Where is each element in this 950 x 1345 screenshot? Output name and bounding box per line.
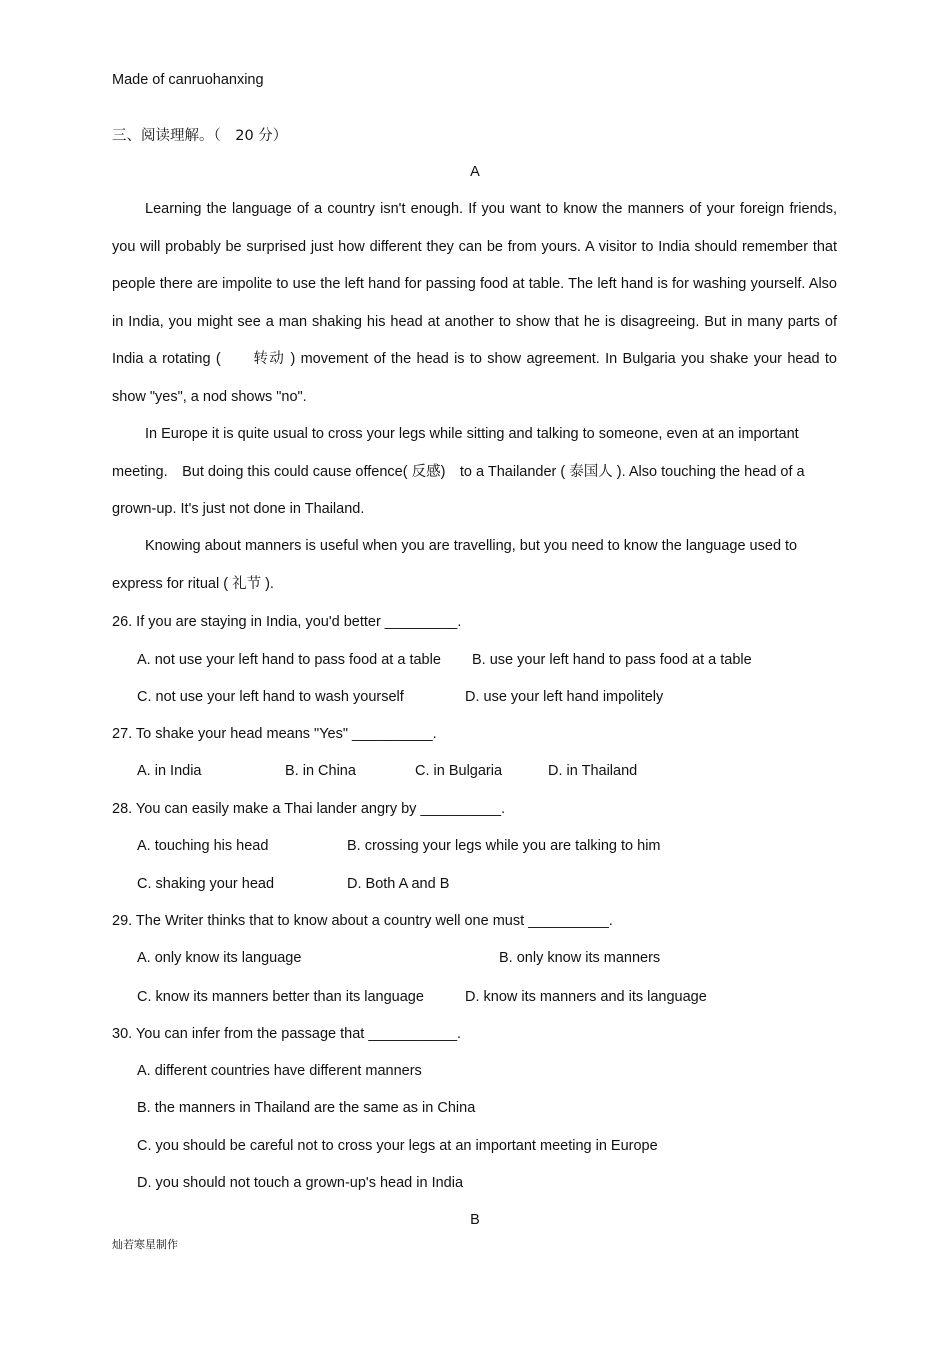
question-26-option-b: B. use your left hand to pass food at a table	[472, 652, 752, 668]
question-27-option-c: C. in Bulgaria	[415, 763, 503, 779]
question-27-option-a: A. in India	[137, 763, 202, 779]
passage-a-paragraph-2: In Europe it is quite usual to cross your legs while sitting and talking to someone, even at an important meeting. But doing this could cause offence( 反感) to a Thailander ( 泰国人 ). Also touching the head of a grown-up. It's just not done in Thailand.	[112, 426, 805, 517]
question-28-option-b: B. crossing your legs while you are talking to him	[347, 838, 661, 854]
question-30-option-b: B. the manners in Thailand are the same as in China	[137, 1100, 476, 1116]
question-27-stem: 27. To shake your head means "Yes" __________.	[112, 726, 437, 742]
question-30-option-c: C. you should be careful not to cross your legs at an important meeting in Europe	[137, 1138, 658, 1154]
question-27-option-b: B. in China	[285, 763, 356, 779]
question-28-option-d: D. Both A and B	[347, 876, 450, 892]
passage-a-label: A	[470, 164, 480, 180]
question-29-option-b: B. only know its manners	[499, 950, 661, 966]
question-26-option-c: C. not use your left hand to wash yourself	[137, 689, 404, 705]
question-29-stem: 29. The Writer thinks that to know about a country well one must __________.	[112, 913, 613, 929]
passage-b-label: B	[470, 1212, 480, 1228]
question-30-option-a: A. different countries have different manners	[137, 1063, 422, 1079]
passage-a-paragraph-3: Knowing about manners is useful when you are travelling, but you need to know the language used to express for ritual ( 礼节 ).	[112, 538, 798, 592]
question-27-option-d: D. in Thailand	[548, 763, 638, 779]
question-28-stem: 28. You can easily make a Thai lander angry by __________.	[112, 801, 506, 817]
passage-a-paragraph-1: Learning the language of a country isn't enough. If you want to know the manners of your foreign friends, you will probably be surprised just how different they can be from yours. A visitor to India should remember that people there are impolite to use the left hand for passing food at table. The left hand is for washing yourself. Also in India, you might see a man shaking his head at another to show that he is disagreeing. But in many parts of India a rotating ( 转动 ) movement of the head is to show agreement. In Bulgaria you shake your head to show "yes", a nod shows "no".	[112, 201, 837, 405]
question-28-option-a: A. touching his head	[137, 838, 269, 854]
question-26-stem: 26. If you are staying in India, you'd better _________.	[112, 614, 462, 630]
question-29-option-c: C. know its manners better than its language	[137, 989, 424, 1005]
footer-note: 灿若寒星制作	[112, 1238, 178, 1251]
top-note: Made of canruohanxing	[112, 72, 264, 88]
question-29-option-a: A. only know its language	[137, 950, 302, 966]
question-30-stem: 30. You can infer from the passage that ___________.	[112, 1026, 462, 1042]
section-title: 三、阅读理解。（ 20 分）	[112, 128, 288, 144]
question-29-option-d: D. know its manners and its language	[465, 989, 707, 1005]
question-28-option-c: C. shaking your head	[137, 876, 275, 892]
question-26-option-d: D. use your left hand impolitely	[465, 689, 664, 705]
question-26-option-a: A. not use your left hand to pass food at a table	[137, 652, 441, 668]
question-30-option-d: D. you should not touch a grown-up's head in India	[137, 1175, 464, 1191]
